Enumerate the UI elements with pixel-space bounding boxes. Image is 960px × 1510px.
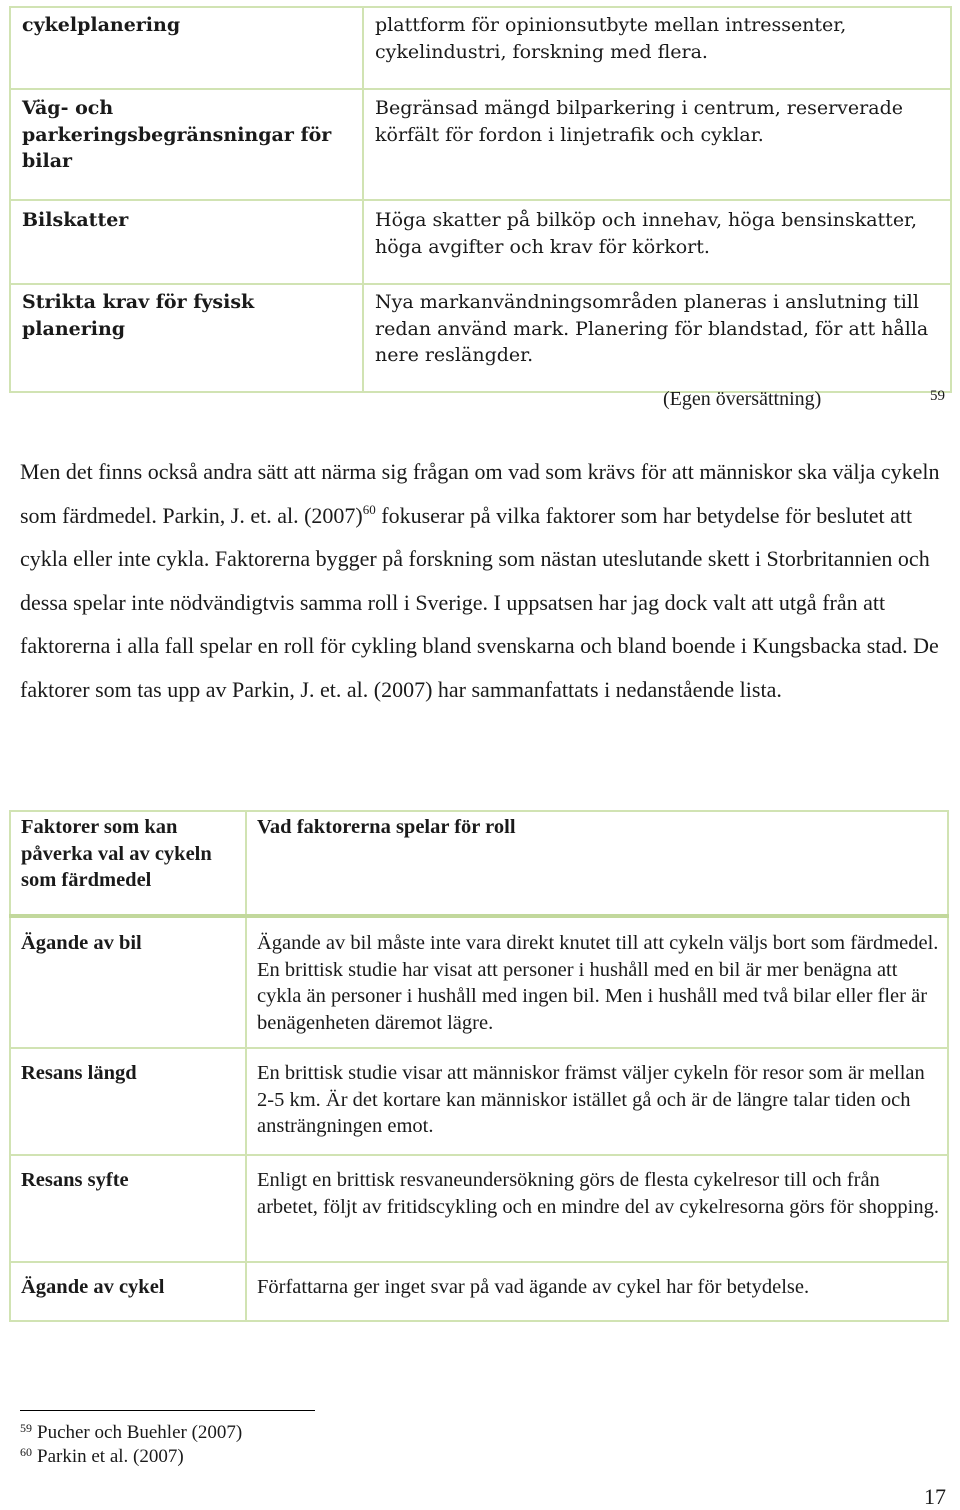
row-text: Ägande av bil måste inte vara direkt knutet till att cykeln väljs bort som färdmedel. En brittisk studie har visat att personer i hushåll med en bil är mer benägna att cykla än personer i hushåll med ingen bil. Men i hushåll med två bilar eller fler är benägenheten däremot lägre. bbox=[246, 916, 948, 1048]
page-number: 17 bbox=[924, 1484, 946, 1509]
row-label: Väg- och parkeringsbegränsningar för bilar bbox=[10, 89, 363, 200]
table-row bbox=[10, 1155, 948, 1262]
row-text: Författarna ger inget svar på vad ägande av cykel har för betydelse. bbox=[246, 1262, 948, 1321]
row-label: Ägande av bil bbox=[10, 916, 246, 1048]
table-row bbox=[10, 916, 948, 1048]
row-label: cykelplanering bbox=[10, 7, 363, 89]
column-header: Faktorer som kan påverka val av cykeln som färdmedel bbox=[10, 811, 246, 916]
row-label: Resans längd bbox=[10, 1048, 246, 1155]
table-row bbox=[10, 89, 951, 200]
table-row bbox=[10, 200, 951, 284]
row-label: Ägande av cykel bbox=[10, 1262, 246, 1321]
paragraph-text: fokuserar på vilka faktorer som har betydelse för beslutet att cykla eller inte cykla. Faktorerna bygger på forskning som nästan uteslutande skett i Storbritannien och dessa spelar inte nödvändigtvis samma roll i Sverige. I uppsatsen har jag dock valt att utgå från att faktorerna i alla fall spelar en roll för cykling bland svenskarna och bland boende i Kungsbacka stad. De faktorer som tas upp av Parkin, J. et. al. (2007) har sammanfattats i nedanstående lista. bbox=[20, 502, 939, 702]
column-header: Vad faktorerna spelar för roll bbox=[246, 811, 948, 916]
row-label: Resans syfte bbox=[10, 1155, 246, 1262]
table-row bbox=[10, 1048, 948, 1155]
footnote bbox=[20, 1421, 242, 1445]
row-label: Strikta krav för fysisk planering bbox=[10, 284, 363, 392]
row-text: Höga skatter på bilköp och innehav, höga bensinskatter, höga avgifter och krav för körkort. bbox=[363, 200, 951, 284]
footnote bbox=[20, 1445, 184, 1469]
table-row bbox=[10, 7, 951, 89]
footnote-number: 59 bbox=[20, 1421, 32, 1435]
footnote-divider bbox=[20, 1410, 315, 1411]
row-text: Begränsad mängd bilparkering i centrum, reserverade körfält för fordon i linjetrafik och cyklar. bbox=[363, 89, 951, 200]
footnote-reference: 60 bbox=[362, 501, 376, 517]
row-label: Bilskatter bbox=[10, 200, 363, 284]
policy-table bbox=[9, 6, 952, 393]
row-text: plattform för opinionsutbyte mellan intressenter, cykelindustri, forskning med flera. bbox=[363, 7, 951, 89]
table-caption: (Egen översättning) bbox=[663, 388, 822, 410]
footnote-text: Parkin et al. (2007) bbox=[37, 1446, 184, 1467]
row-text: Nya markanvändningsområden planeras i anslutning till redan använd mark. Planering för blandstad, för att hålla nere reslängder. bbox=[363, 284, 951, 392]
factors-table bbox=[9, 810, 949, 1322]
table-header-row bbox=[10, 811, 948, 916]
footnote-reference: 59 bbox=[930, 388, 945, 404]
row-text: Enligt en brittisk resvaneundersökning görs de flesta cykelresor till och från arbetet, följt av fritidscykling och en mindre del av cykelresorna görs för shopping. bbox=[246, 1155, 948, 1262]
table-row bbox=[10, 284, 951, 392]
footnote-text: Pucher och Buehler (2007) bbox=[37, 1422, 243, 1443]
table-row bbox=[10, 1262, 948, 1321]
paragraph-text: Men det finns också andra sätt att närma sig frågan om vad som krävs för att människor ska välja cykeln som färdmedel. Parkin, J. et. al. (2007) bbox=[20, 459, 940, 528]
body-paragraph bbox=[20, 450, 945, 711]
footnote-number: 60 bbox=[20, 1445, 32, 1459]
row-text: En brittisk studie visar att människor främst väljer cykeln för resor som är mellan 2-5 km. Är det kortare kan människor istället gå och är de längre talar tiden och ansträngningen emot. bbox=[246, 1048, 948, 1155]
